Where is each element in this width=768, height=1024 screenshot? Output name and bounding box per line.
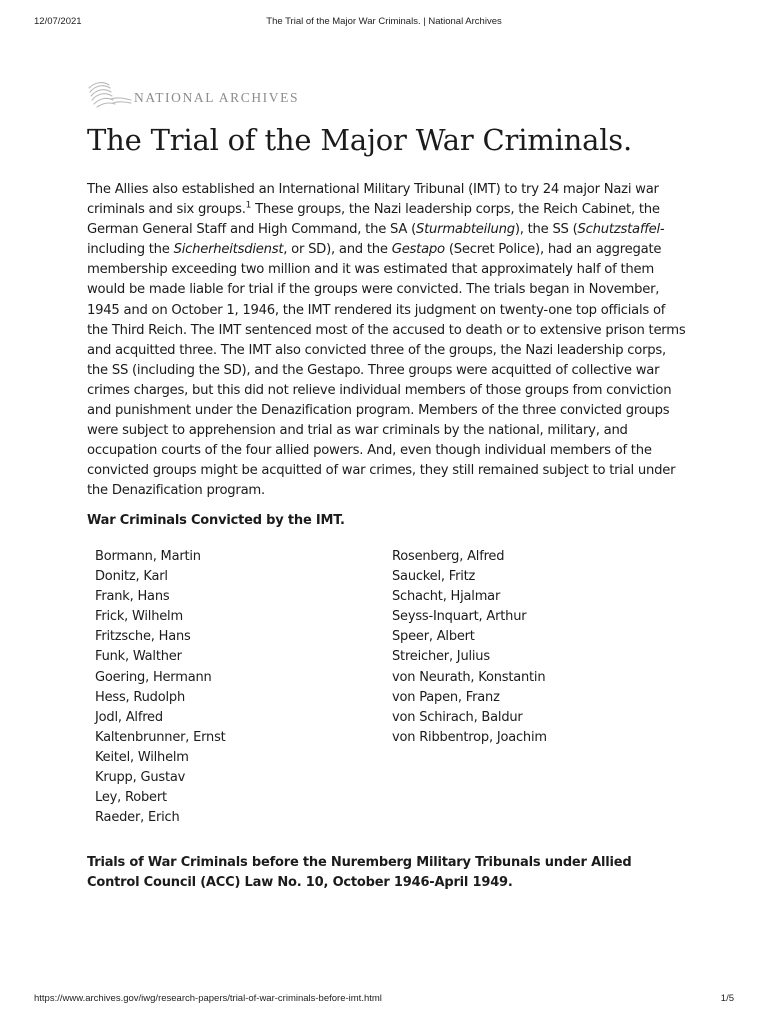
- name-item: Streicher, Julius: [392, 649, 490, 665]
- paragraph-text: The Allies also established an International Military Tribunal (IMT) to try 24 major Nazi war criminals and six groups.: [87, 182, 659, 218]
- page-title: The Trial of the Major War Criminals.: [87, 123, 633, 157]
- name-item: Jodl, Alfred: [95, 709, 163, 725]
- name-item: von Papen, Franz: [392, 689, 500, 705]
- term-gestapo: Gestapo: [391, 242, 445, 258]
- paragraph-text: , or SD), and the: [283, 242, 392, 258]
- national-archives-logo[interactable]: [87, 80, 299, 110]
- name-item: von Neurath, Konstantin: [392, 669, 546, 685]
- name-item: Ley, Robert: [95, 790, 167, 806]
- name-item: von Ribbentrop, Joachim: [392, 729, 547, 745]
- name-item: Speer, Albert: [392, 629, 475, 645]
- name-item: Krupp, Gustav: [95, 770, 186, 786]
- name-item: Keitel, Wilhelm: [95, 749, 189, 765]
- print-page-title: The Trial of the Major War Criminals. | National Archives: [266, 16, 502, 27]
- intro-paragraph: [87, 180, 687, 502]
- nmt-trials-heading: Trials of War Criminals before the Nuremberg Military Tribunals under Allied Control Council (ACC) Law No. 10, October 1946-April 1949.: [87, 855, 632, 890]
- print-header: [34, 16, 734, 30]
- paragraph-text: These groups, the Nazi leadership corps, the Reich Cabinet, the German General Staff and High Command, the SA (: [87, 202, 660, 238]
- print-url: https://www.archives.gov/iwg/research-papers/trial-of-war-criminals-before-imt.html: [34, 993, 382, 1004]
- names-list-column-1: [95, 547, 226, 828]
- name-item: Raeder, Erich: [95, 810, 180, 826]
- name-item: Bormann, Martin: [95, 549, 201, 564]
- print-date: 12/07/2021: [34, 16, 82, 27]
- footnote-link[interactable]: 1: [245, 200, 252, 211]
- name-item: Rosenberg, Alfred: [392, 549, 505, 564]
- name-item: Seyss-Inquart, Arthur: [392, 609, 527, 625]
- name-item: Hess, Rudolph: [95, 689, 185, 705]
- name-item: Frick, Wilhelm: [95, 609, 183, 625]
- eagle-icon: [87, 80, 133, 110]
- name-item: Kaltenbrunner, Ernst: [95, 729, 226, 745]
- paragraph-text: (Secret Police), had an aggregate membership exceeding two million and it was estimated that approximately half of them would be made liable for trial if the groups were convicted. The trials began in November, 1945 and on October 1, 1946, the IMT rendered its judgment on twenty-one top officials of the Third Reich. The IMT sentenced most of the accused to death or to extensive prison terms and acquitted three. The IMT also convicted three of the groups, the Nazi leadership corps, the SS (including the SD), and the Gestapo. Three groups were acquitted of collective war crimes charges, but this did not relieve individual members of those groups from conviction and punishment under the Denazification program. Members of the three convicted groups were subject to apprehension and trial as war criminals by the national, military, and occupation courts of the four allied powers. And, even though individual members of the convicted groups might be acquitted of war crimes, they still remained subject to trial under the Denazification program.: [87, 242, 686, 499]
- name-item: Funk, Walther: [95, 649, 182, 665]
- name-item: Sauckel, Fritz: [392, 569, 476, 585]
- name-item: Donitz, Karl: [95, 569, 168, 585]
- logo-wordmark: NATIONAL ARCHIVES: [134, 90, 300, 105]
- paragraph-text: including the: [87, 242, 174, 258]
- name-item: Frank, Hans: [95, 589, 170, 605]
- term-sicherheitsdienst: Sicherheitsdienst: [173, 242, 284, 258]
- print-footer: [34, 993, 734, 1007]
- name-item: Goering, Hermann: [95, 669, 212, 685]
- imt-convicted-heading: War Criminals Convicted by the IMT.: [87, 513, 345, 528]
- term-sturmabteilung: Sturmabteilung: [416, 222, 515, 238]
- name-item: Schacht, Hjalmar: [392, 589, 501, 605]
- print-page-number: 1/5: [720, 993, 734, 1004]
- name-item: von Schirach, Baldur: [392, 709, 523, 725]
- names-list-column-2: [392, 547, 547, 748]
- term-schutzstaffel: Schutzstaffel-: [577, 222, 665, 238]
- name-item: Fritzsche, Hans: [95, 629, 191, 645]
- paragraph-text: ), the SS (: [514, 222, 578, 238]
